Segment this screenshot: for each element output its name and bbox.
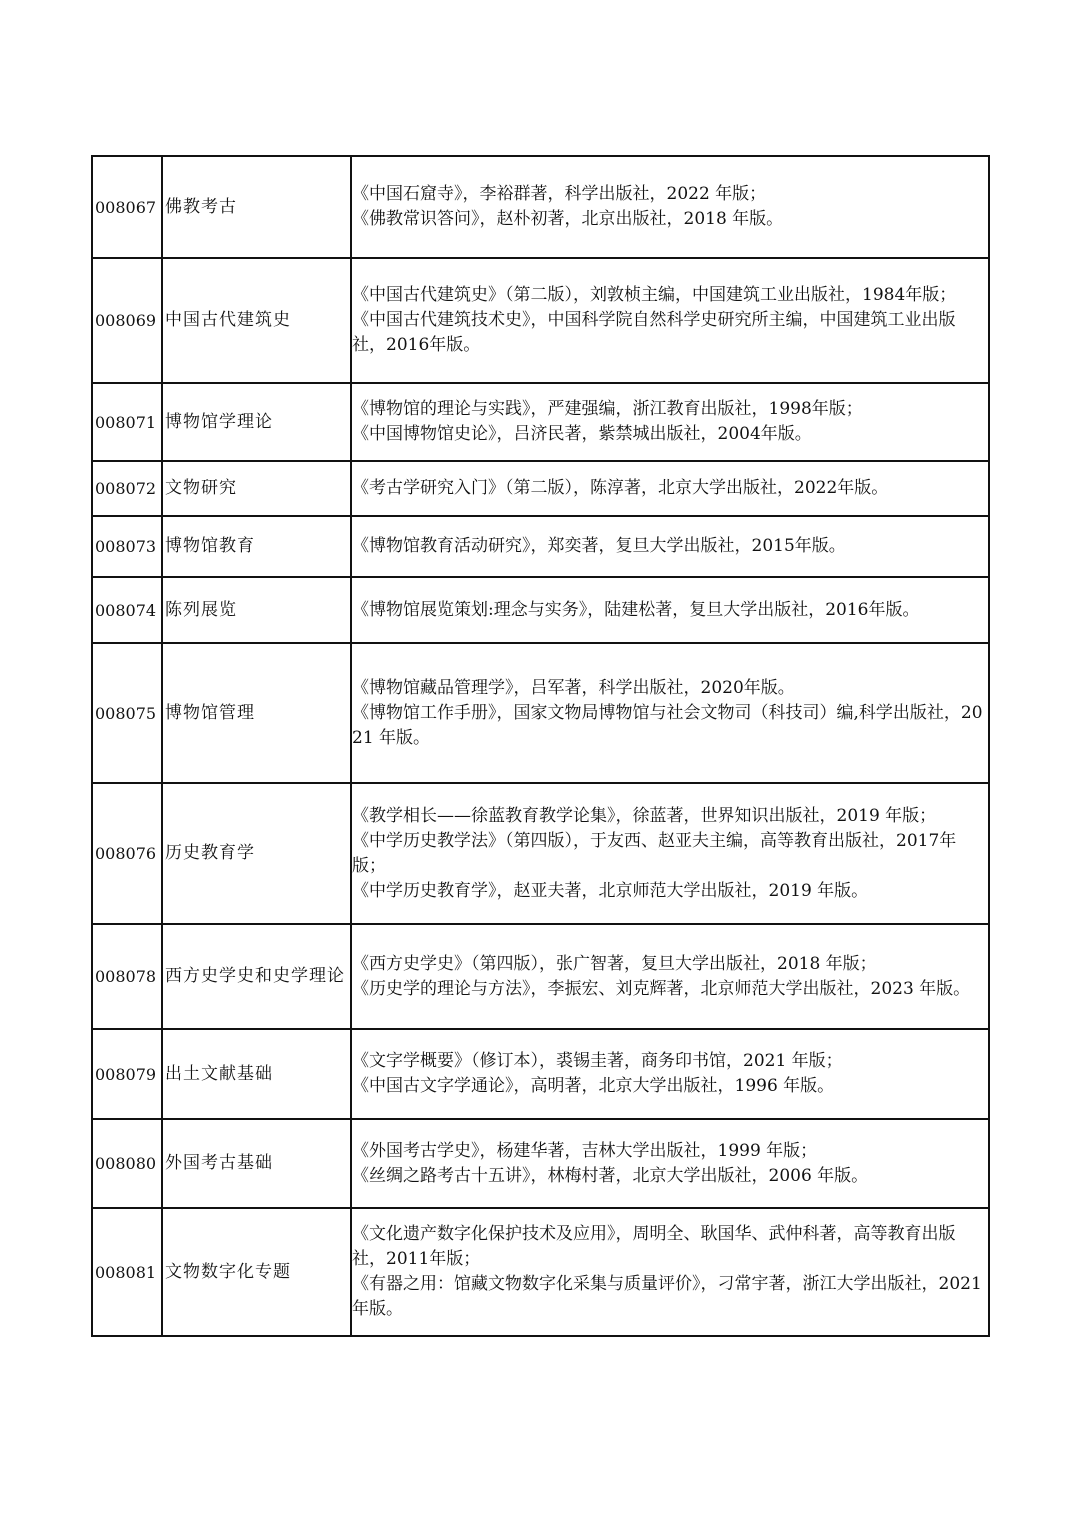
reference-item: 《中国古文字学通论》，高明著，北京大学出版社，1996 年版。: [352, 1076, 835, 1096]
reference-item: 《文字学概要》（修订本），裘锡圭著，商务印书馆，2021 年版；: [352, 1051, 843, 1071]
table-row: [92, 783, 989, 924]
reference-list: [351, 783, 989, 924]
course-code: 008078: [92, 924, 162, 1029]
reference-item: 《西方史学史》（第四版），张广智著，复旦大学出版社，2018 年版；: [352, 953, 877, 974]
course-code: 008079: [92, 1029, 162, 1119]
course-name: 文物研究: [162, 461, 351, 516]
reference-item: 《中国古代建筑技术史》，中国科学院自然科学史研究所主编，中国建筑工业出版社，2016年版。: [352, 310, 956, 355]
reference-list: [351, 1029, 989, 1119]
reference-item: 《博物馆教育活动研究》，郑奕著，复旦大学出版社，2015年版。: [352, 536, 846, 556]
table-row: [92, 643, 989, 783]
bibliography-table: [91, 155, 990, 1337]
reference-item: 《外国考古学史》，杨建华著，吉林大学出版社，1999 年版；: [352, 1140, 818, 1161]
reference-item: 《丝绸之路考古十五讲》，林梅村著，北京大学出版社，2006 年版。: [352, 1165, 869, 1186]
course-name: 陈列展览: [162, 577, 351, 643]
reference-item: 《中国石窟寺》，李裕群著，科学出版社，2022 年版；: [352, 184, 767, 204]
reference-item: 《有器之用：馆藏文物数字化采集与质量评价》，刁常宇著，浙江大学出版社，2021年版。: [352, 1274, 982, 1319]
course-code: 008075: [92, 643, 162, 783]
reference-list: [351, 1208, 989, 1336]
table-row: [92, 156, 989, 258]
course-name: 出土文献基础: [162, 1029, 351, 1119]
reference-item: 《考古学研究入门》（第二版），陈淳著，北京大学出版社，2022年版。: [352, 478, 889, 498]
reference-item: 《中学历史教学法》（第四版），于友西、赵亚夫主编，高等教育出版社，2017年版；: [352, 830, 957, 876]
course-code: 008072: [92, 461, 162, 516]
table-row: [92, 461, 989, 516]
reference-item: 《文化遗产数字化保护技术及应用》，周明全、耿国华、武仲科著，高等教育出版社，2011年版；: [352, 1224, 956, 1269]
reference-list: [351, 258, 989, 383]
reference-list: [351, 516, 989, 577]
reference-list: [351, 577, 989, 643]
table-row: [92, 258, 989, 383]
table-row: [92, 516, 989, 577]
reference-item: 《中学历史教育学》，赵亚夫著，北京师范大学出版社，2019 年版。: [352, 880, 869, 901]
course-name: 博物馆学理论: [162, 383, 351, 461]
course-name: 文物数字化专题: [162, 1208, 351, 1336]
table-body: [92, 156, 989, 1336]
reference-item: 《历史学的理论与方法》，李振宏、刘克辉著，北京师范大学出版社，2023 年版。: [352, 978, 971, 999]
reference-list: [351, 461, 989, 516]
course-code: 008080: [92, 1119, 162, 1208]
course-name: 博物馆管理: [162, 643, 351, 783]
course-code: 008076: [92, 783, 162, 924]
reference-item: 《中国古代建筑史》（第二版），刘敦桢主编，中国建筑工业出版社，1984年版；: [352, 285, 957, 305]
course-name: 佛教考古: [162, 156, 351, 258]
course-code: 008073: [92, 516, 162, 577]
table-row: [92, 1208, 989, 1336]
course-code: 008067: [92, 156, 162, 258]
reference-list: [351, 643, 989, 783]
course-name: 外国考古基础: [162, 1119, 351, 1208]
reference-list: [351, 383, 989, 461]
reference-item: 《佛教常识答问》，赵朴初著，北京出版社，2018 年版。: [352, 209, 784, 229]
course-code: 008071: [92, 383, 162, 461]
table-row: [92, 577, 989, 643]
table-row: [92, 1029, 989, 1119]
course-code: 008074: [92, 577, 162, 643]
course-name: 西方史学史和史学理论: [162, 924, 351, 1029]
course-code: 008081: [92, 1208, 162, 1336]
reference-item: 《博物馆工作手册》，国家文物局博物馆与社会文物司（科技司）编,科学出版社，2021 年版。: [352, 702, 983, 748]
reference-item: 《博物馆的理论与实践》，严建强编，浙江教育出版社，1998年版；: [352, 399, 863, 419]
reference-list: [351, 924, 989, 1029]
reference-item: 《博物馆藏品管理学》，吕军著，科学出版社，2020年版。: [352, 677, 795, 698]
reference-item: 《教学相长——徐蓝教育教学论集》，徐蓝著，世界知识出版社，2019 年版；: [352, 805, 937, 826]
reference-list: [351, 1119, 989, 1208]
course-name: 中国古代建筑史: [162, 258, 351, 383]
reference-item: 《博物馆展览策划:理念与实务》，陆建松著，复旦大学出版社，2016年版。: [352, 599, 920, 620]
course-code: 008069: [92, 258, 162, 383]
table-row: [92, 1119, 989, 1208]
course-name: 历史教育学: [162, 783, 351, 924]
table-row: [92, 383, 989, 461]
table-row: [92, 924, 989, 1029]
reference-item: 《中国博物馆史论》，吕济民著，紫禁城出版社，2004年版。: [352, 424, 812, 444]
reference-list: [351, 156, 989, 258]
course-name: 博物馆教育: [162, 516, 351, 577]
